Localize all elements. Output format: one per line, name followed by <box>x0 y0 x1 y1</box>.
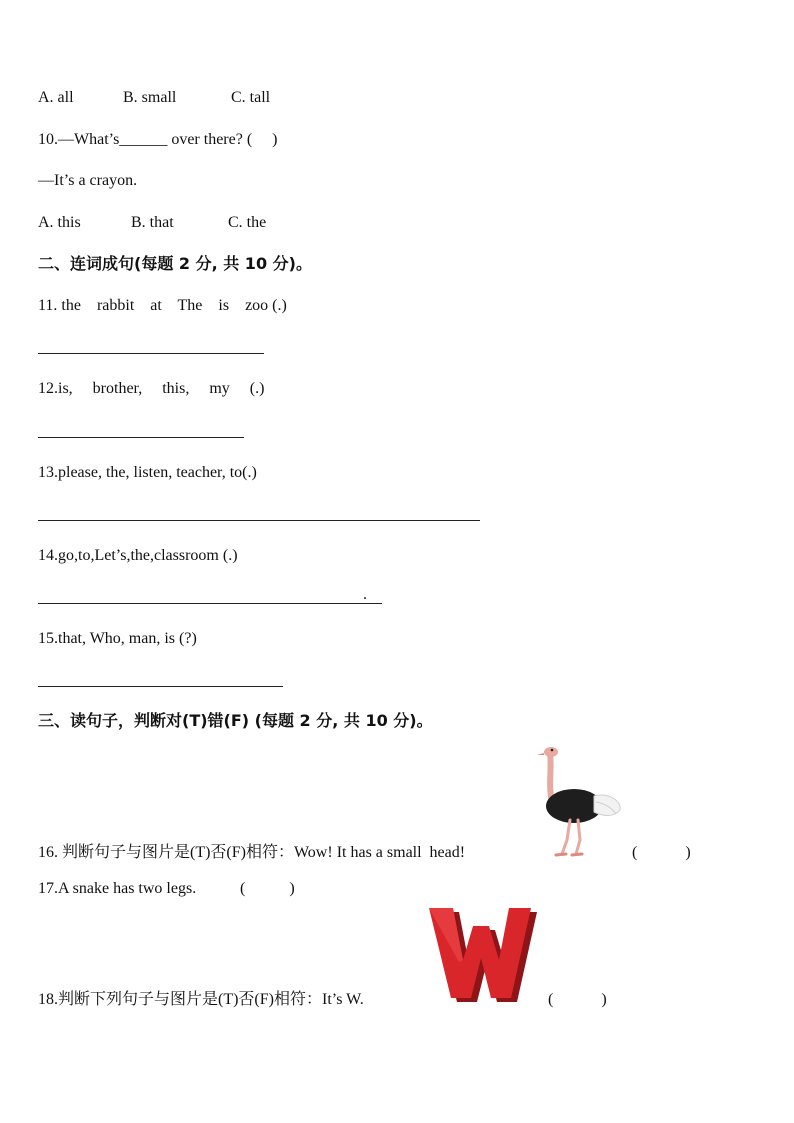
q16-answer-bracket[interactable]: ( ) <box>632 844 691 861</box>
q14-period: . <box>363 586 367 603</box>
q10-option-a: A. this <box>38 214 81 231</box>
q14-words: 14.go,to,Let’s,the,classroom (.) <box>38 547 238 564</box>
q18-text: 18.判断下列句子与图片是(T)否(F)相符：It’s W. <box>38 991 364 1008</box>
q13-words: 13.please, the, listen, teacher, to(.) <box>38 464 257 481</box>
q10-option-c: C. the <box>228 214 267 231</box>
ostrich-icon <box>532 740 632 860</box>
q10-question: 10.—What’s______ over there? ( ) <box>38 131 278 148</box>
q17-text: 17.A snake has two legs. <box>38 880 197 897</box>
q12-words: 12.is, brother, this, my (.) <box>38 380 265 397</box>
section-2-title: 二、连词成句(每题 2 分, 共 10 分)。 <box>38 254 312 273</box>
q9-option-c: C. tall <box>231 89 271 106</box>
q10-option-b: B. that <box>131 214 174 231</box>
q10-dialogue: —It’s a crayon. <box>38 172 138 189</box>
q9-option-a: A. all <box>38 89 74 106</box>
q15-answer-line[interactable] <box>38 686 283 687</box>
q11-words: 11. the rabbit at The is zoo (.) <box>38 297 287 314</box>
q11-answer-line[interactable] <box>38 353 264 354</box>
q9-option-b: B. small <box>123 89 177 106</box>
q12-answer-line[interactable] <box>38 437 244 438</box>
q14-answer-line[interactable] <box>38 603 382 604</box>
q17-answer-bracket[interactable]: ( ) <box>240 880 295 897</box>
letter-w-icon <box>425 906 539 1006</box>
section-3-title: 三、读句子，判断对(T)错(F) (每题 2 分, 共 10 分)。 <box>38 711 433 730</box>
q13-answer-line[interactable] <box>38 520 480 521</box>
q15-words: 15.that, Who, man, is (?) <box>38 630 197 647</box>
q18-answer-bracket[interactable]: ( ) <box>548 991 607 1008</box>
q16-text: 16. 判断句子与图片是(T)否(F)相符：Wow! It has a small head! <box>38 844 466 861</box>
